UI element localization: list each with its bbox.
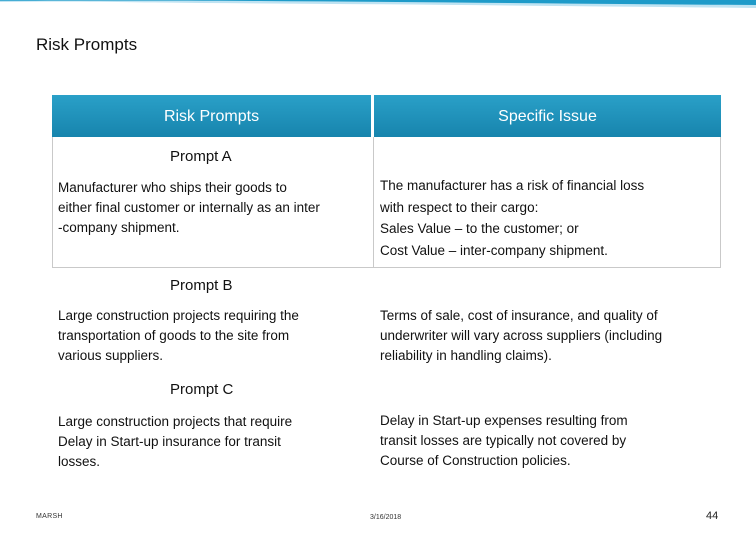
text-line: transportation of goods to the site from xyxy=(58,328,290,343)
prompt-b-issue xyxy=(380,306,718,366)
header-specific-issue: Specific Issue xyxy=(374,95,721,137)
text-line: transit losses are typically not covered by xyxy=(380,433,627,448)
slide-title: Risk Prompts xyxy=(36,35,138,54)
text-line: losses. xyxy=(58,454,101,469)
text-line: Course of Construction policies. xyxy=(380,453,571,468)
text-line: -company shipment. xyxy=(58,220,180,235)
text-line: Sales Value – to the customer; or xyxy=(380,221,579,236)
prompt-a-description xyxy=(58,178,370,238)
text-line: Delay in Start-up insurance for transit xyxy=(58,434,281,449)
prompt-c-title: Prompt C xyxy=(170,381,234,398)
text-line: with respect to their cargo: xyxy=(380,199,539,215)
table-divider xyxy=(720,137,721,268)
text-line: either final customer or internally as an inter xyxy=(58,200,320,215)
text-line: Large construction projects requiring the xyxy=(58,308,299,323)
footer-date: 3/16/2018 xyxy=(370,514,402,521)
prompt-c-issue xyxy=(380,411,718,471)
prompt-b-title: Prompt B xyxy=(170,277,233,294)
footer-brand-logo: MARSH xyxy=(36,513,63,520)
header-risk-prompts: Risk Prompts xyxy=(52,95,371,137)
text-line: Terms of sale, cost of insurance, and quality of xyxy=(380,308,658,323)
prompt-a-title: Prompt A xyxy=(170,148,232,165)
table-divider xyxy=(373,137,374,268)
text-line: Cost Value – inter-company shipment. xyxy=(380,242,608,258)
text-line: The manufacturer has a risk of financial loss xyxy=(380,178,645,193)
page-number: 44 xyxy=(706,510,719,522)
text-line: underwriter will vary across suppliers (including xyxy=(380,328,663,343)
prompt-b-description xyxy=(58,306,370,366)
table-divider xyxy=(52,137,53,268)
text-line: various suppliers. xyxy=(58,348,164,363)
prompt-c-description xyxy=(58,412,370,472)
text-line: Large construction projects that require xyxy=(58,414,293,429)
text-line: Delay in Start-up expenses resulting from xyxy=(380,413,628,428)
decorative-wave-banner xyxy=(0,0,756,20)
text-line: reliability in handling claims). xyxy=(380,348,552,363)
risk-prompts-table xyxy=(52,95,721,475)
prompt-a-issue xyxy=(380,175,718,261)
table-divider xyxy=(52,267,721,268)
text-line: Manufacturer who ships their goods to xyxy=(58,180,287,195)
